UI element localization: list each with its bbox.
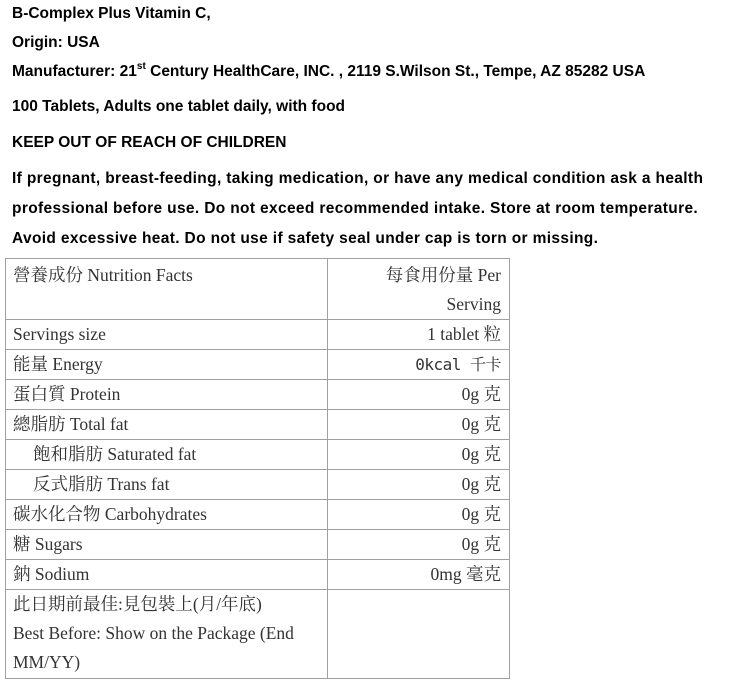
row-value: 0g 克	[328, 410, 510, 440]
row-label: 能量 Energy	[6, 350, 328, 380]
row-label: 飽和脂肪 Saturated fat	[33, 444, 197, 464]
table-row	[6, 470, 510, 500]
warning-text: KEEP OUT OF REACH OF CHILDREN	[12, 134, 287, 151]
row-value: 0mg 毫克	[328, 560, 510, 590]
row-label: 碳水化合物 Carbohydrates	[6, 500, 328, 530]
row-label: 鈉 Sodium	[6, 560, 328, 590]
caution-line-3-text: Avoid excessive heat. Do not use if safety seal under cap is torn or missing.	[12, 230, 599, 247]
table-row	[6, 530, 510, 560]
best-before-zh: 此日期前最佳:見包裝上(月/年底)	[13, 594, 262, 614]
row-label: Servings size	[6, 320, 328, 350]
table-row	[6, 350, 510, 380]
row-label: 總脂肪 Total fat	[6, 410, 328, 440]
row-value: 1 tablet 粒	[328, 320, 510, 350]
row-value: 0g 克	[328, 470, 510, 500]
nutrition-table	[5, 258, 510, 679]
caution-line-3	[12, 224, 748, 254]
table-row	[6, 380, 510, 410]
table-row	[6, 320, 510, 350]
row-value: 0g 克	[328, 500, 510, 530]
caution-line-2-text: professional before use. Do not exceed recommended intake. Store at room temperature.	[12, 200, 699, 217]
dosage-text: 100 Tablets, Adults one tablet daily, with food	[12, 98, 346, 115]
caution-line-1-text: If pregnant, breast-feeding, taking medication, or have any medical condition ask a health	[12, 170, 704, 187]
caution-line-1	[12, 164, 748, 194]
table-row	[6, 440, 510, 470]
table-row	[6, 500, 510, 530]
per-serving-heading	[328, 259, 510, 320]
manufacturer-address: Century HealthCare, INC. , 2119 S.Wilson St., Tempe, AZ 85282 USA	[145, 63, 646, 80]
nutrition-header-row	[6, 259, 510, 320]
origin-text: Origin: USA	[12, 34, 100, 51]
best-before-en: Best Before: Show on the Package (End MM/YY)	[13, 623, 294, 672]
row-value: 0g 克	[328, 380, 510, 410]
table-row	[6, 410, 510, 440]
row-value: 0g 克	[328, 440, 510, 470]
product-name: B-Complex Plus Vitamin C,	[12, 5, 211, 22]
manufacturer-prefix: Manufacturer: 21	[12, 63, 137, 80]
row-value: 0g 克	[328, 530, 510, 560]
manufacturer-text	[12, 62, 645, 82]
per-serving-line-2: Serving	[446, 294, 501, 314]
manufacturer-ordinal: st	[136, 60, 146, 72]
best-before-cell	[6, 590, 328, 679]
row-value: 0kcal 千卡	[328, 350, 510, 380]
nutrition-heading: 營養成份 Nutrition Facts	[6, 259, 328, 320]
row-label-cell	[6, 440, 328, 470]
row-label: 糖 Sugars	[6, 530, 328, 560]
table-row	[6, 560, 510, 590]
row-label: 蛋白質 Protein	[6, 380, 328, 410]
best-before-row	[6, 590, 510, 679]
row-label-cell	[6, 470, 328, 500]
row-label: 反式脂肪 Trans fat	[33, 474, 170, 494]
best-before-empty-cell	[328, 590, 510, 679]
caution-line-2	[12, 194, 748, 224]
per-serving-line-1: 每食用份量 Per	[385, 265, 501, 285]
